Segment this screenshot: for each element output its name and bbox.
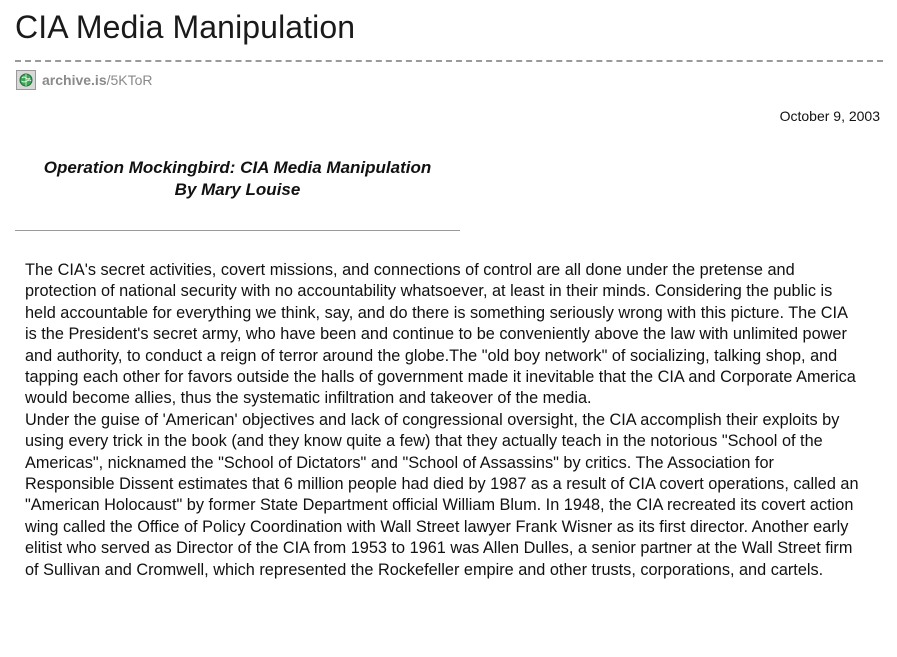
source-path[interactable]: /5KToR — [106, 72, 153, 88]
article-body — [25, 260, 860, 581]
title-divider — [15, 60, 883, 62]
article-heading — [15, 157, 460, 201]
globe-icon — [16, 70, 36, 90]
article-date: October 9, 2003 — [779, 108, 880, 124]
heading-divider — [15, 230, 460, 231]
source-link[interactable] — [16, 69, 153, 91]
page-title: CIA Media Manipulation — [15, 9, 356, 45]
article-paragraph: Under the guise of 'American' objectives and lack of congressional oversight, the CIA accomplish their exploits by using every trick in the book (and they know quite a few) that they actually teach in the notorious "School of the Americas", nicknamed the "School of Dictators" and "School of Assassins" by critics. The Association for Responsible Dissent estimates that 6 million people had died by 1987 as a result of CIA covert operations, called an "American Holocaust" by former State Department official William Blum. In 1948, the CIA recreated its covert action wing called the Office of Policy Coordination with Wall Street lawyer Frank Wisner as its first director. Another early elitist who served as Director of the CIA from 1953 to 1961 was Allen Dulles, a senior partner at the Wall Street firm of Sullivan and Cromwell, which represented the Rockefeller empire and other trusts, corporations, and cartels. — [25, 410, 859, 579]
article-heading-byline: By Mary Louise — [174, 180, 301, 199]
source-domain[interactable]: archive.is — [42, 72, 107, 88]
article-paragraph: The CIA's secret activities, covert missions, and connections of control are all done under the pretense and protection of national security with no accountability whatsoever, at least in their minds. Considering the public is held accountable for everything we think, say, and do there is something seriously wrong with this picture. The CIA is the President's secret army, who have been and continue to be conveniently above the law with unlimited power and authority, to conduct a reign of terror around the globe.The "old boy network" of socializing, talking shop, and tapping each other for favors outside the halls of government made it inevitable that the CIA and Corporate America would become allies, thus the systematic infiltration and takeover of the media. — [25, 261, 856, 408]
article-heading-title: Operation Mockingbird: CIA Media Manipulation — [43, 158, 432, 177]
